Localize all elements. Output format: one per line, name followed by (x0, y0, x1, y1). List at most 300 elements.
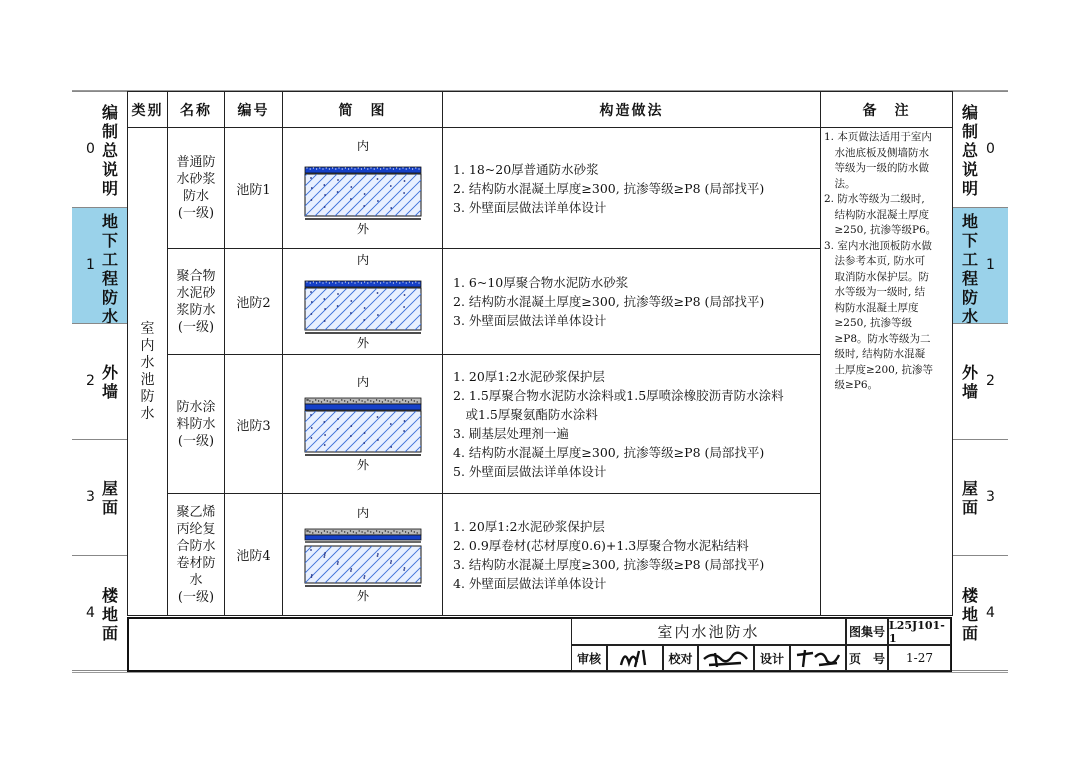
mortar-speck (374, 168, 375, 169)
concrete-slab (305, 288, 421, 330)
concrete-hatch (283, 174, 297, 216)
aggregate-dot (404, 180, 406, 182)
mortar-speck (402, 281, 403, 282)
concrete-hatch (283, 174, 307, 216)
mortar-speck (358, 281, 359, 282)
aggregate-dot (403, 430, 405, 432)
mortar-speck (376, 530, 377, 531)
aggregate-dot (310, 291, 312, 293)
chapter-tab-number: 4 (86, 605, 95, 621)
chapter-tab-1[interactable] (952, 207, 1008, 326)
mortar-speck (399, 282, 400, 283)
mortar-speck (379, 531, 380, 532)
mortar-speck (364, 532, 365, 533)
waterproofing-section-sketch (283, 503, 441, 603)
mortar-speck (361, 282, 362, 283)
mortar-speck (348, 168, 349, 169)
mortar-speck (319, 167, 320, 168)
mortar-speck (332, 281, 333, 282)
chapter-tab-label: 楼 地 面 (961, 585, 978, 643)
chapter-tab-number: 1 (86, 257, 95, 273)
aggregate-dot (390, 207, 392, 209)
mortar-speck (344, 531, 345, 532)
note-item: 2. 防水等级为二级时, 结构防水混凝土厚度 ≥250, 抗渗等级P6。 (824, 193, 937, 236)
method-step: 2. 0.9厚卷材(芯材厚度0.6)+1.3厚聚合物水泥粘结料 (453, 537, 749, 553)
chapter-tab-label: 编 制 总 说 明 (101, 102, 118, 198)
waterproof-layer (305, 535, 421, 540)
outer-side-label: 外 (356, 458, 370, 472)
outer-side-label: 外 (356, 222, 370, 236)
aggregate-dot (311, 574, 313, 576)
header-notes: 备 注 (821, 92, 953, 128)
concrete-hatch (425, 546, 441, 583)
mortar-speck (386, 282, 387, 283)
mortar-speck (361, 168, 362, 169)
aggregate-dot (404, 420, 406, 422)
waterproof-layer (305, 167, 421, 173)
concrete-hatch (435, 411, 441, 452)
mortar-speck (390, 532, 391, 533)
aggregate-dot (337, 563, 339, 565)
mortar-speck (310, 282, 311, 283)
aggregate-dot (324, 206, 326, 208)
aggregate-dot (311, 437, 313, 439)
aggregate-dot (323, 184, 325, 186)
chapter-tab-4[interactable] (72, 555, 128, 671)
atlas-number: L25J101-1 (888, 618, 951, 645)
aggregate-dot (364, 193, 366, 195)
mortar-speck (356, 401, 357, 402)
concrete-hatch (283, 174, 287, 216)
mortar-speck (388, 400, 389, 401)
mortar-speck (358, 167, 359, 168)
method-step: 1. 6~10厚聚合物水泥防水砂浆 (453, 275, 629, 290)
mortar-speck (313, 167, 314, 168)
mortar-speck (332, 530, 333, 531)
mortar-speck (316, 168, 317, 169)
mortar-speck (396, 400, 397, 401)
mortar-speck (370, 167, 371, 168)
mortar-speck (377, 167, 378, 168)
aggregate-dot (364, 307, 366, 309)
mortar-speck (321, 401, 322, 402)
aggregate-dot (324, 320, 326, 322)
mortar-speck (356, 532, 357, 533)
mortar-speck (319, 281, 320, 282)
mortar-speck (318, 400, 319, 401)
aggregate-dot (310, 549, 312, 551)
concrete-hatch (425, 411, 441, 452)
mortar-speck (402, 399, 403, 400)
mortar-speck (390, 167, 391, 168)
row-code: 池防4 (225, 494, 283, 616)
aggregate-dot (324, 194, 326, 196)
mortar-speck (367, 399, 368, 400)
concrete-hatch (283, 288, 287, 330)
page-label: 页 号 (846, 645, 888, 671)
mortar-speck (412, 282, 413, 283)
row-sketch (283, 355, 443, 494)
mortar-speck (335, 282, 336, 283)
mortar-speck (414, 400, 415, 401)
method-step: 1. 18~20厚普通防水砂浆 (453, 161, 599, 177)
method-step: 4. 结构防水混凝土厚度≥300, 抗渗等级≥P8 (局部找平) (453, 445, 765, 460)
aggregate-dot (377, 416, 379, 418)
concrete-hatch (425, 174, 441, 216)
mortar-speck (309, 531, 310, 532)
mortar-speck (411, 530, 412, 531)
mortar-speck (312, 401, 313, 402)
design-signature (790, 645, 846, 671)
method-step: 3. 结构防水混凝土厚度≥300, 抗渗等级≥P8 (局部找平) (453, 556, 765, 572)
method-step: 3. 外壁面层做法详单体设计 (453, 199, 607, 215)
aggregate-dot (350, 312, 352, 314)
mortar-speck (393, 399, 394, 400)
row-sketch (283, 494, 443, 616)
mortar-speck (402, 167, 403, 168)
aggregate-dot (324, 552, 326, 554)
inner-side-label: 内 (356, 139, 370, 153)
mortar-speck (316, 282, 317, 283)
aggregate-dot (377, 314, 379, 316)
mortar-speck (405, 531, 406, 532)
mortar-speck (351, 281, 352, 282)
mortar-speck (376, 399, 377, 400)
handwritten-signature (793, 647, 843, 669)
row-sketch (283, 249, 443, 355)
aggregate-dot (324, 444, 326, 446)
mortar-speck (393, 168, 394, 169)
method-step: 3. 外壁面层做法详单体设计 (453, 313, 607, 328)
mortar-speck (322, 168, 323, 169)
mortar-speck (390, 281, 391, 282)
mortar-speck (411, 399, 412, 400)
waterproofing-section-sketch (283, 136, 441, 236)
aggregate-dot (377, 553, 379, 555)
mortar-speck (385, 530, 386, 531)
header-category: 类别 (128, 92, 168, 128)
mortar-speck (318, 531, 319, 532)
aggregate-dot (377, 555, 379, 557)
inner-side-label: 内 (356, 375, 370, 389)
mortar-speck (417, 401, 418, 402)
aggregate-dot (337, 428, 339, 430)
outer-side-label: 外 (356, 335, 370, 350)
method-step: 3. 刷基层处理剂一遍 (453, 426, 569, 441)
mortar-speck (312, 532, 313, 533)
mortar-speck (383, 281, 384, 282)
mortar-speck (315, 530, 316, 531)
mortar-speck (345, 167, 346, 168)
method-step: 2. 1.5厚聚合物水泥防水涂料或1.5厚喷涂橡胶沥青防水涂料 或1.5厚聚氨酯防水涂料 (453, 388, 784, 422)
mortar-speck (393, 282, 394, 283)
table-header-row (128, 92, 953, 128)
construction-table (127, 91, 953, 616)
mortar-speck (370, 400, 371, 401)
note-item: 3. 室内水池顶板防水做 法参考本页, 防水可 取消防水保护层。防 水等级为一级时, 结 构防水混凝土厚度 ≥250, 抗渗等级 ≥P8。防水等级为二 级时, 结构防水混凝 土厚度≥200, 抗渗等 级≥P6。 (824, 239, 934, 391)
mortar-speck (373, 401, 374, 402)
aggregate-dot (390, 185, 392, 187)
aggregate-dot (390, 299, 392, 301)
mortar-speck (408, 401, 409, 402)
chapter-tab-3[interactable] (72, 439, 128, 555)
mortar-speck (390, 401, 391, 402)
row-code: 池防2 (225, 249, 283, 355)
mortar-speck (313, 281, 314, 282)
method-step: 1. 20厚1:2水泥砂浆保护层 (453, 518, 605, 534)
sheet-title: 室内水池防水 (571, 618, 846, 645)
method-step: 4. 外壁面层做法详单体设计 (453, 575, 607, 591)
notes-cell (821, 128, 953, 616)
mortar-speck (341, 530, 342, 531)
mortar-speck (399, 401, 400, 402)
aggregate-dot (390, 562, 392, 564)
mortar-speck (364, 167, 365, 168)
chapter-tab-4[interactable] (952, 555, 1008, 671)
mortar-speck (338, 401, 339, 402)
aggregate-dot (310, 177, 312, 179)
mortar-protection-layer (305, 398, 421, 404)
aggregate-dot (377, 178, 379, 180)
aggregate-dot (363, 205, 365, 207)
mortar-speck (341, 399, 342, 400)
mortar-speck (361, 531, 362, 532)
mortar-speck (385, 399, 386, 400)
mortar-speck (354, 168, 355, 169)
aggregate-dot (363, 577, 365, 579)
header-name: 名称 (168, 92, 225, 128)
chapter-tab-number: 0 (86, 141, 95, 157)
handwritten-signature (701, 647, 751, 669)
aggregate-dot (350, 568, 352, 570)
mortar-speck (350, 399, 351, 400)
mortar-speck (344, 400, 345, 401)
mortar-speck (367, 530, 368, 531)
method-step: 2. 结构防水混凝土厚度≥300, 抗渗等级≥P8 (局部找平) (453, 294, 765, 309)
mortar-speck (348, 282, 349, 283)
aggregate-dot (350, 198, 352, 200)
review-signature (607, 645, 663, 671)
mortar-speck (402, 530, 403, 531)
aggregate-dot (364, 432, 366, 434)
row-methods (443, 249, 821, 355)
aggregate-dot (323, 298, 325, 300)
mortar-speck (338, 281, 339, 282)
check-label: 校对 (663, 645, 698, 671)
aggregate-dot (323, 556, 325, 558)
mortar-speck (329, 168, 330, 169)
aggregate-dot (364, 575, 366, 577)
chapter-tab-0[interactable] (72, 91, 128, 207)
header-code: 编号 (225, 92, 283, 128)
row-name: 聚乙烯 丙纶复 合防水 卷材防 水 (一级) (168, 494, 225, 616)
aggregate-dot (337, 305, 339, 307)
aggregate-dot (337, 561, 339, 563)
mortar-speck (386, 168, 387, 169)
mortar-speck (324, 530, 325, 531)
aggregate-dot (350, 186, 352, 188)
concrete-hatch (283, 546, 302, 583)
design-label: 设计 (754, 645, 790, 671)
sheet-bottom-rule (72, 672, 1008, 673)
aggregate-dot (363, 442, 365, 444)
concrete-hatch (283, 288, 297, 330)
mortar-speck (408, 532, 409, 533)
aggregate-dot (390, 560, 392, 562)
mortar-speck (310, 168, 311, 169)
aggregate-dot (377, 292, 379, 294)
chapter-tab-number: 3 (86, 489, 95, 505)
aggregate-dot (403, 306, 405, 308)
chapter-tab-label: 屋 面 (101, 479, 118, 517)
aggregate-dot (324, 308, 326, 310)
mortar-speck (315, 399, 316, 400)
mortar-speck (406, 168, 407, 169)
mortar-speck (324, 399, 325, 400)
mortar-speck (388, 531, 389, 532)
concrete-hatch (283, 411, 306, 452)
mortar-speck (399, 168, 400, 169)
aggregate-dot (377, 200, 379, 202)
mortar-speck (418, 168, 419, 169)
waterproof-layer (305, 404, 421, 410)
mortar-speck (306, 281, 307, 282)
category-cell: 室 内 水 池 防 水 (128, 128, 168, 616)
concrete-slab (305, 174, 421, 216)
mortar-speck (354, 282, 355, 283)
chapter-tab-1[interactable] (72, 207, 128, 326)
aggregate-dot (377, 439, 379, 441)
aggregate-dot (404, 294, 406, 296)
row-code: 池防3 (225, 355, 283, 494)
aggregate-dot (311, 199, 313, 201)
row-code: 池防1 (225, 128, 283, 249)
aggregate-dot (350, 300, 352, 302)
aggregate-dot (403, 569, 405, 571)
mortar-speck (329, 282, 330, 283)
aggregate-dot (337, 418, 339, 420)
aggregate-dot (350, 425, 352, 427)
mortar-speck (415, 281, 416, 282)
mortar-speck (353, 400, 354, 401)
aggregate-dot (311, 576, 313, 578)
mortar-speck (347, 401, 348, 402)
mortar-speck (306, 167, 307, 168)
concrete-hatch (283, 288, 307, 330)
chapter-tab-label: 编 制 总 说 明 (961, 102, 978, 198)
mortar-speck (307, 399, 308, 400)
mortar-speck (396, 167, 397, 168)
mortar-speck (380, 282, 381, 283)
aggregate-dot (324, 434, 326, 436)
mortar-speck (326, 167, 327, 168)
chapter-tab-label: 外 墙 (961, 363, 978, 401)
handwritten-signature (615, 647, 655, 669)
method-step: 1. 20厚1:2水泥砂浆保护层 (453, 369, 605, 384)
mortar-speck (367, 168, 368, 169)
mortar-speck (335, 168, 336, 169)
mortar-speck (345, 281, 346, 282)
mortar-speck (332, 167, 333, 168)
chapter-tab-number: 2 (986, 373, 995, 389)
mortar-speck (351, 167, 352, 168)
mortar-speck (327, 400, 328, 401)
aggregate-dot (311, 313, 313, 315)
mortar-speck (417, 532, 418, 533)
mortar-speck (338, 532, 339, 533)
aggregate-dot (311, 187, 313, 189)
waterproofing-section-sketch (283, 250, 441, 350)
mortar-speck (330, 401, 331, 402)
mortar-speck (383, 167, 384, 168)
chapter-tab-label: 地 下 工 程 防 水 (101, 212, 118, 326)
outer-side-label: 外 (356, 588, 370, 603)
chapter-tab-2[interactable] (952, 323, 1008, 439)
mortar-speck (332, 399, 333, 400)
mortar-speck (342, 282, 343, 283)
concrete-hatch (435, 174, 441, 216)
aggregate-dot (310, 414, 312, 416)
concrete-hatch (425, 288, 441, 330)
mortar-speck (364, 401, 365, 402)
row-methods (443, 128, 821, 249)
aggregate-dot (350, 435, 352, 437)
mortar-speck (396, 281, 397, 282)
mortar-speck (322, 282, 323, 283)
mortar-speck (409, 281, 410, 282)
header-sketch: 简 图 (283, 92, 443, 128)
mortar-speck (405, 400, 406, 401)
mortar-protection-layer (305, 529, 421, 535)
row-name: 普通防 水砂浆 防水 (一级) (168, 128, 225, 249)
mortar-speck (326, 281, 327, 282)
mortar-speck (412, 168, 413, 169)
mortar-speck (335, 400, 336, 401)
chapter-tab-label: 地 下 工 程 防 水 (961, 212, 978, 326)
chapter-tab-label: 外 墙 (101, 363, 118, 401)
mortar-speck (338, 167, 339, 168)
chapter-tab-0[interactable] (952, 91, 1008, 207)
table-row (128, 128, 953, 249)
chapter-tab-label: 楼 地 面 (101, 585, 118, 643)
aggregate-dot (323, 421, 325, 423)
mortar-speck (359, 530, 360, 531)
chapter-tab-2[interactable] (72, 323, 128, 439)
mortar-speck (364, 281, 365, 282)
mortar-speck (350, 530, 351, 531)
mortar-speck (379, 400, 380, 401)
mortar-speck (399, 532, 400, 533)
mortar-speck (370, 281, 371, 282)
chapter-tab-number: 1 (986, 257, 995, 273)
atlas-label: 图集号 (846, 618, 888, 645)
mortar-speck (321, 532, 322, 533)
mortar-speck (415, 167, 416, 168)
mortar-speck (396, 531, 397, 532)
aggregate-dot (337, 191, 339, 193)
mortar-speck (367, 282, 368, 283)
aggregate-dot (311, 301, 313, 303)
note-item: 1. 本页做法适用于室内 水池底板及侧墙防水 等级为一级的防水做 法。 (824, 131, 932, 190)
aggregate-dot (390, 423, 392, 425)
waterproofing-section-sketch (283, 372, 441, 472)
aggregate-dot (337, 293, 339, 295)
mortar-speck (377, 281, 378, 282)
mortar-speck (382, 401, 383, 402)
chapter-tab-3[interactable] (952, 439, 1008, 555)
chapter-tab-number: 3 (986, 489, 995, 505)
mortar-speck (374, 282, 375, 283)
